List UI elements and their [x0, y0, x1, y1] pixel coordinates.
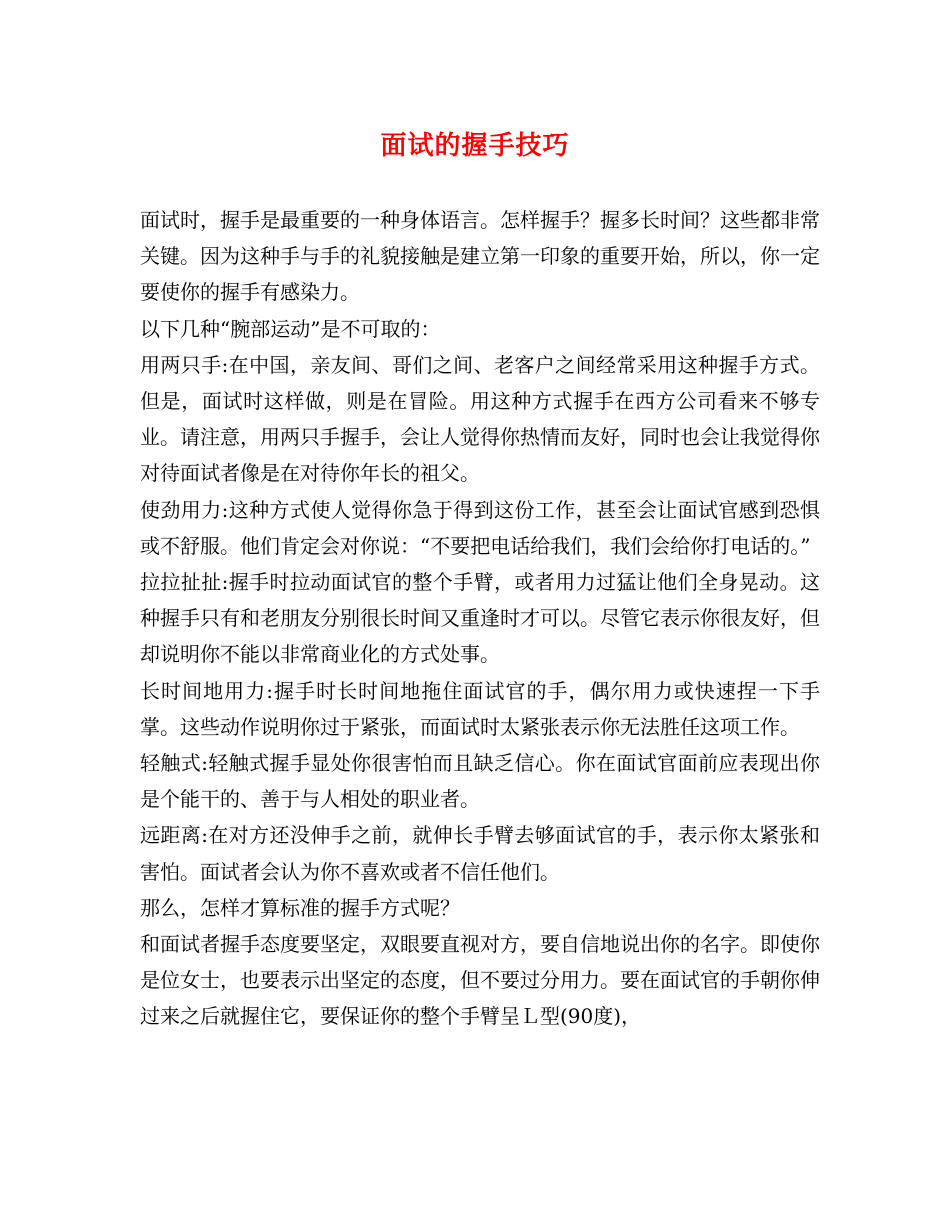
paragraph-question: 那么，怎样才算标准的握手方式呢？	[140, 895, 460, 920]
paragraph-intro: 面试时，握手是最重要的一种身体语言。怎样握手？握多长时间？这些都非常关键。因为这种手与手的礼貌接触是建立第一印象的重要开始，所以，你一定要使你的握手有感染力。	[140, 208, 820, 305]
paragraph-standard-method: 和面试者握手态度要坚定，双眼要直视对方，要自信地说出你的名字。即使你是位女士，也要表示出坚定的态度，但不要过分用力。要在面试官的手朝你伸过来之后就握住它，要保证你的整个手臂呈Ｌ型(90度)，	[140, 932, 820, 1029]
paragraph-list-lead: 以下几种“腕部运动”是不可取的：	[140, 316, 441, 341]
paragraph-long-grip: 长时间地用力:握手时长时间地拖住面试官的手，偶尔用力或快速捏一下手掌。这些动作说明你过于紧张，而面试时太紧张表示你无法胜任这项工作。	[140, 678, 820, 739]
document-body	[140, 202, 820, 1035]
paragraph-light-touch: 轻触式:轻触式握手显处你很害怕而且缺乏信心。你在面试官面前应表现出你是个能干的、善于与人相处的职业者。	[140, 751, 820, 812]
paragraph-two-hands: 用两只手:在中国，亲友间、哥们之间、老客户之间经常采用这种握手方式。但是，面试时这样做，则是在冒险。用这种方式握手在西方公司看来不够专业。请注意，用两只手握手，会让人觉得你热情而友好，同时也会让我觉得你对待面试者像是在对待你年长的祖父。	[140, 352, 820, 486]
paragraph-force: 使劲用力:这种方式使人觉得你急于得到这份工作，甚至会让面试官感到恐惧或不舒服。他们肯定会对你说：“不要把电话给我们，我们会给你打电话的。”	[140, 497, 820, 558]
document-title: 面试的握手技巧	[380, 131, 570, 161]
paragraph-pulling: 拉拉扯扯:握手时拉动面试官的整个手臂，或者用力过猛让他们全身晃动。这种握手只有和老朋友分别很长时间又重逢时才可以。尽管它表示你很友好，但却说明你不能以非常商业化的方式处事。	[140, 570, 820, 667]
paragraph-distance: 远距离:在对方还没伸手之前，就伸长手臂去够面试官的手，表示你太紧张和害怕。面试者会认为你不喜欢或者不信任他们。	[140, 823, 820, 884]
